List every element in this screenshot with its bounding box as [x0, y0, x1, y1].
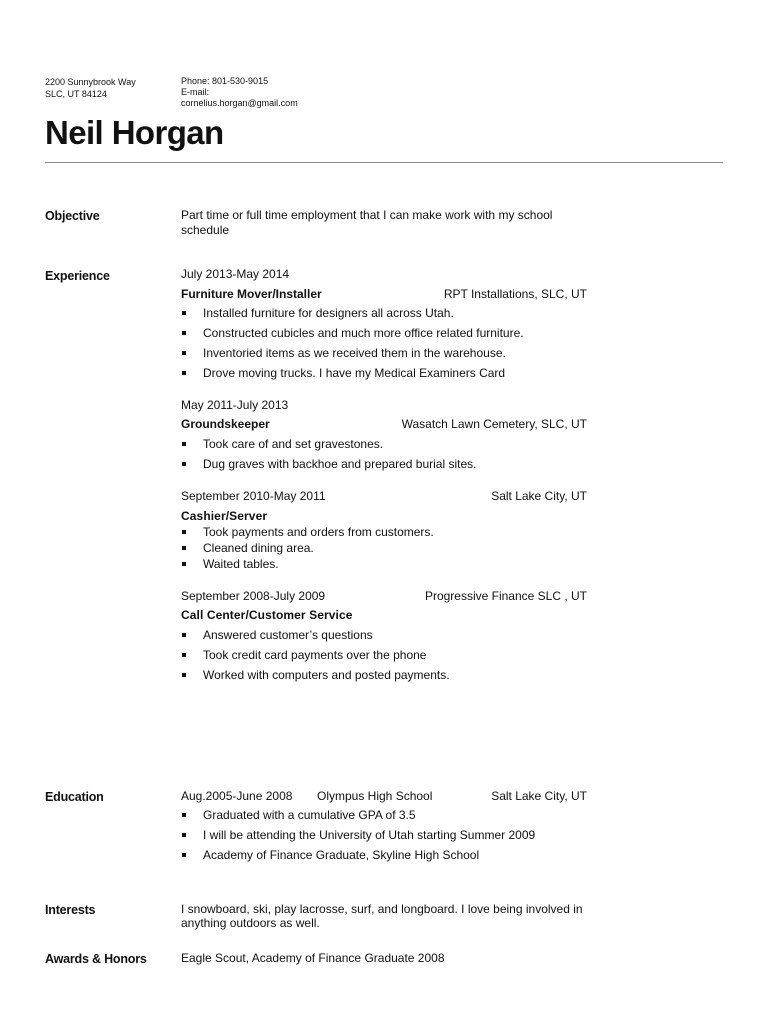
job-dates: May 2011-July 2013 [181, 398, 289, 412]
job-2-bullets [181, 437, 601, 477]
list-item: Took care of and set gravestones. [181, 437, 601, 457]
education-row [181, 789, 587, 803]
job-1-bullets [181, 306, 601, 386]
education-bullets [181, 808, 601, 868]
phone: Phone: 801-530-9015 [181, 76, 269, 86]
job-dates: September 2010-May 2011 [181, 489, 326, 503]
job-dates: September 2008-July 2009 [181, 589, 326, 603]
job-4-bullets [181, 628, 601, 688]
job-dates: July 2013-May 2014 [181, 267, 290, 281]
job-1-dates-row [181, 267, 587, 281]
list-item: Academy of Finance Graduate, Skyline High School [181, 848, 601, 868]
list-item: Inventoried items as we received them in the warehouse. [181, 346, 601, 366]
job-2-title-row [181, 417, 587, 431]
education-location: Salt Lake City, UT [491, 789, 587, 803]
job-3-dates-row [181, 489, 587, 503]
job-4-dates-row [181, 589, 587, 603]
awards-label: Awards & Honors [45, 952, 147, 966]
awards-text: Eagle Scout, Academy of Finance Graduate 2008 [181, 951, 445, 965]
objective-text: Part time or full time employment that I can make work with my school schedule [181, 208, 553, 237]
job-title: Cashier/Server [181, 509, 268, 523]
interests-text: I snowboard, ski, play lacrosse, surf, and longboard. I love being involved in anything outdoors as well. [181, 902, 583, 930]
candidate-name: Neil Horgan [45, 114, 224, 151]
list-item: I will be attending the University of Utah starting Summer 2009 [181, 828, 601, 848]
job-location: Wasatch Lawn Cemetery, SLC, UT [401, 417, 587, 431]
list-item: Waited tables. [181, 557, 601, 573]
contact-block [181, 76, 298, 109]
address-line-1: 2200 Sunnybrook Way [45, 77, 136, 87]
education-label: Education [45, 790, 104, 804]
list-item: Dug graves with backhoe and prepared burial sites. [181, 457, 601, 477]
job-title: Furniture Mover/Installer [181, 287, 322, 301]
experience-label: Experience [45, 269, 110, 283]
job-title: Call Center/Customer Service [181, 608, 353, 622]
job-1-title-row [181, 287, 587, 301]
list-item: Cleaned dining area. [181, 541, 601, 557]
list-item: Constructed cubicles and much more office related furniture. [181, 326, 601, 346]
list-item: Worked with computers and posted payments. [181, 668, 601, 688]
list-item: Installed furniture for designers all across Utah. [181, 306, 601, 326]
list-item: Drove moving trucks. I have my Medical Examiners Card [181, 366, 601, 386]
job-location: Progressive Finance SLC , UT [424, 589, 587, 603]
interests-label: Interests [45, 903, 96, 917]
job-location: RPT Installations, SLC, UT [443, 287, 587, 301]
job-location: Salt Lake City, UT [491, 489, 587, 503]
address-line-2: SLC, UT 84124 [45, 89, 107, 99]
job-title: Groundskeeper [181, 417, 270, 431]
address-block [45, 76, 136, 100]
education-school: Olympus High School [317, 789, 433, 803]
objective-label: Objective [45, 209, 100, 223]
list-item: Graduated with a cumulative GPA of 3.5 [181, 808, 601, 828]
email: cornelius.horgan@gmail.com [181, 98, 298, 108]
header-divider [45, 162, 723, 163]
list-item: Took credit card payments over the phone [181, 648, 601, 668]
list-item: Took payments and orders from customers. [181, 525, 601, 541]
email-label: E-mail: [181, 87, 210, 97]
education-dates: Aug.2005-June 2008 [181, 789, 293, 803]
list-item: Answered customer’s questions [181, 628, 601, 648]
job-2-dates-row [181, 398, 587, 412]
job-3-bullets [181, 525, 601, 573]
